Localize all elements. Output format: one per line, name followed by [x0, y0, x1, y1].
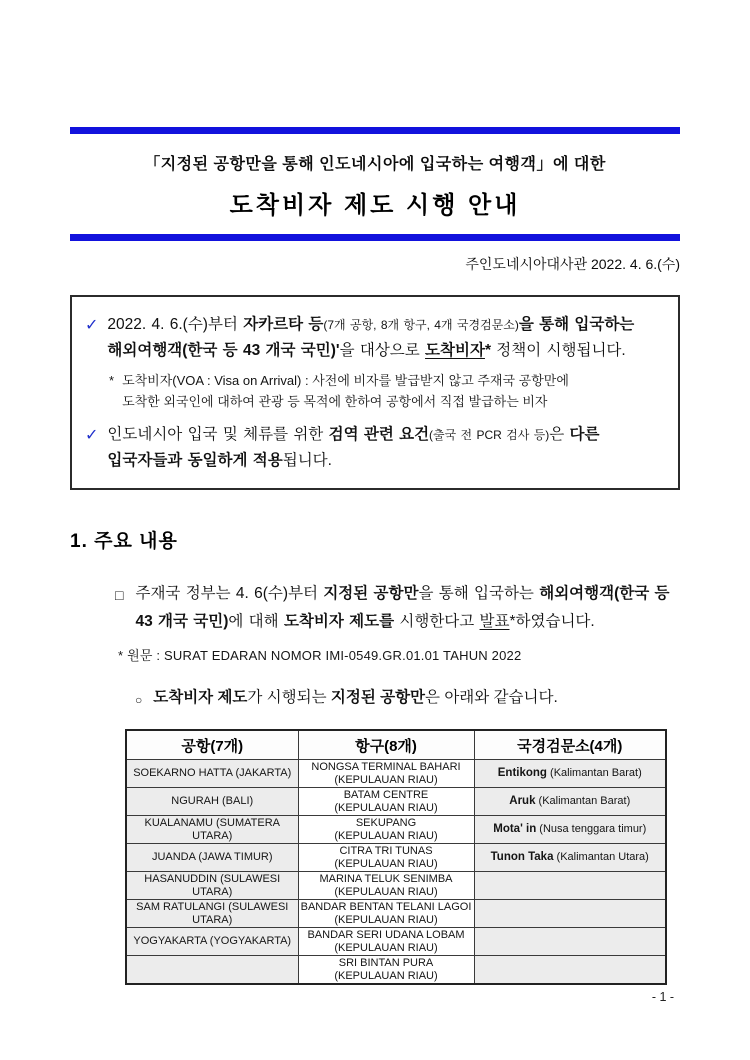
summary-item-2-text: [107, 422, 665, 474]
banner-bottom-rule: [70, 234, 680, 241]
border-post-name: Aruk: [509, 795, 536, 808]
text-run-bold: 해외여행객(한국 등: [539, 585, 670, 602]
text-run-bold: *: [484, 342, 491, 359]
table-row: [126, 956, 666, 985]
airport-cell: SAM RATULANGI (SULAWESI UTARA): [126, 900, 298, 928]
text-run-underline: 발표: [479, 613, 510, 630]
seaport-name: CITRA TRI TUNAS: [339, 845, 433, 857]
border-post-name: Mota' in: [493, 823, 537, 836]
text-run: 정책이 시행됩니다.: [491, 342, 626, 359]
page-content: [70, 0, 680, 985]
text-run: 주재국 정부는 4. 6(수)부터: [135, 585, 324, 602]
border-post-name: Entikong: [497, 767, 547, 780]
source-note: * 원문 : SURAT EDARAN NOMOR IMI-0549.GR.01.01 TAHUN 2022: [118, 648, 522, 663]
seaport-name: BANDAR SERI UDANA LOBAM: [307, 929, 465, 941]
seaport-region: (KEPULAUAN RIAU): [334, 857, 438, 870]
border-post-cell: [474, 928, 666, 956]
designated-ports-table: [125, 729, 667, 985]
circle-bullet-icon: ○: [135, 693, 143, 707]
seaport-name: BANDAR BENTAN TELANI LAGOI: [300, 901, 472, 913]
page-number: - 1 -: [651, 990, 675, 1004]
seaport-name: SEKUPANG: [355, 817, 417, 829]
border-post-cell: [474, 760, 666, 788]
text-run: 도착한 외국인에 대하여 관광 등 목적에 한하여 공항에서 직접 발급하는 비자: [122, 394, 548, 409]
seaport-cell: [298, 956, 474, 985]
border-post-cell: [474, 956, 666, 985]
column-header-airports: 공항(7개): [126, 730, 298, 760]
seaport-cell: [298, 900, 474, 928]
seaport-region: (KEPULAUAN RIAU): [334, 773, 438, 786]
seaport-name: MARINA TELUK SENIMBA: [319, 873, 453, 885]
seaport-cell: [298, 760, 474, 788]
document-title: 도착비자 제도 시행 안내: [229, 192, 521, 219]
airport-cell: YOGYAKARTA (YOGYAKARTA): [126, 928, 298, 956]
text-run: 을 대상으로: [339, 342, 426, 359]
border-post-cell: [474, 844, 666, 872]
text-run: 됩니다.: [282, 452, 332, 469]
table-row: [126, 760, 666, 788]
seaport-name: BATAM CENTRE: [343, 789, 429, 801]
table-row: [126, 872, 666, 900]
seaport-region: (KEPULAUAN RIAU): [334, 941, 438, 954]
airport-cell: KUALANAMU (SUMATERA UTARA): [126, 816, 298, 844]
summary-item-1: [85, 312, 665, 364]
border-post-region: (Kalimantan Barat): [535, 795, 631, 808]
airport-cell: SOEKARNO HATTA (JAKARTA): [126, 760, 298, 788]
text-run: 은 아래와 같습니다.: [425, 689, 558, 706]
text-run-bold: 해외여행객(한국 등 43 개국 국민)': [107, 342, 340, 359]
seaport-region: (KEPULAUAN RIAU): [334, 801, 438, 814]
column-header-seaports: 항구(8개): [298, 730, 474, 760]
table-row: [126, 928, 666, 956]
table-row: [126, 816, 666, 844]
text-run-bold: 다른: [569, 426, 600, 443]
border-post-name: Tunon Taka: [490, 851, 554, 864]
seaport-name: SRI BINTAN PURA: [338, 957, 434, 969]
column-header-border-posts: 국경검문소(4개): [474, 730, 666, 760]
text-run: 가 시행되는: [247, 689, 331, 706]
section-1-heading: 1. 주요 내용: [70, 531, 178, 552]
border-post-region: (Nusa tenggara timur): [536, 823, 647, 836]
summary-box: [70, 295, 680, 490]
summary-item-1-text: [107, 312, 665, 364]
border-post-region: (Kalimantan Utara): [553, 851, 649, 864]
section-1-paragraph-2: [135, 686, 680, 712]
text-run: 2022. 4. 6.(수)부터: [107, 316, 244, 333]
text-run: 도착비자(VOA : Visa on Arrival) : 사전에 비자를 발급받지 않고 주재국 공항만에: [122, 373, 569, 388]
seaport-region: (KEPULAUAN RIAU): [334, 913, 438, 926]
table-header-row: [126, 730, 666, 760]
seaport-cell: [298, 928, 474, 956]
title-banner: [70, 134, 680, 234]
text-run-bold: 도착비자 제도: [153, 689, 248, 706]
airport-cell: HASANUDDIN (SULAWESI UTARA): [126, 872, 298, 900]
text-run: 인도네시아 입국 및 체류를 위한: [107, 426, 329, 443]
seaport-region: (KEPULAUAN RIAU): [334, 829, 438, 842]
section-1-paragraph-1: [115, 580, 680, 636]
text-run-small: (7개 공항, 8개 항구, 4개 국경검문소): [323, 318, 519, 332]
text-run: 시행한다고: [394, 613, 480, 630]
table-row: [126, 788, 666, 816]
airport-cell: JUANDA (JAWA TIMUR): [126, 844, 298, 872]
text-run-small: (출국 전 PCR 검사 등): [429, 428, 550, 442]
seaport-region: (KEPULAUAN RIAU): [334, 885, 438, 898]
seaport-name: NONGSA TERMINAL BAHARI: [311, 761, 461, 773]
checkmark-icon: ✓: [85, 427, 99, 444]
table-row: [126, 900, 666, 928]
issuer-byline: 주인도네시아대사관 2022. 4. 6.(수): [465, 256, 680, 272]
banner-top-rule: [70, 127, 680, 134]
seaport-cell: [298, 844, 474, 872]
voa-footnote: [109, 370, 665, 412]
checkmark-icon: ✓: [85, 317, 99, 334]
text-run-bold: 자카르타 등: [243, 316, 324, 333]
seaport-cell: [298, 872, 474, 900]
footnote-marker: *: [109, 373, 115, 388]
text-run: 을 통해 입국하는: [418, 585, 540, 602]
document-subtitle: 「지정된 공항만을 통해 인도네시아에 입국하는 여행객」에 대한: [144, 156, 606, 173]
border-post-cell: [474, 816, 666, 844]
text-run-bold: 지정된 공항만: [323, 585, 419, 602]
paragraph-2-text: [153, 686, 558, 712]
border-post-cell: [474, 788, 666, 816]
border-post-cell: [474, 872, 666, 900]
text-run: *하였습니다.: [509, 613, 595, 630]
text-run: 에 대해: [228, 613, 284, 630]
text-run: 은: [549, 426, 570, 443]
voa-footnote-text: [122, 370, 665, 412]
border-post-region: (Kalimantan Barat): [546, 767, 642, 780]
seaport-cell: [298, 788, 474, 816]
text-run-bold: 입국자들과 동일하게 적용: [107, 452, 283, 469]
seaport-cell: [298, 816, 474, 844]
table-row: [126, 844, 666, 872]
text-run-bold: 을 통해 입국하는: [518, 316, 635, 333]
text-run-bold: 43 개국 국민): [135, 613, 229, 630]
border-post-cell: [474, 900, 666, 928]
seaport-region: (KEPULAUAN RIAU): [334, 969, 438, 982]
square-bullet-icon: □: [115, 587, 124, 603]
text-run-bold: 지정된 공항만: [330, 689, 426, 706]
summary-item-2: [85, 422, 665, 474]
text-run-underline: 도착비자: [425, 342, 485, 359]
text-run-bold: 검역 관련 요건: [328, 426, 430, 443]
airport-cell: [126, 956, 298, 985]
airport-cell: NGURAH (BALI): [126, 788, 298, 816]
paragraph-1-text: [135, 580, 669, 636]
text-run-bold: 도착비자 제도를: [283, 613, 395, 630]
